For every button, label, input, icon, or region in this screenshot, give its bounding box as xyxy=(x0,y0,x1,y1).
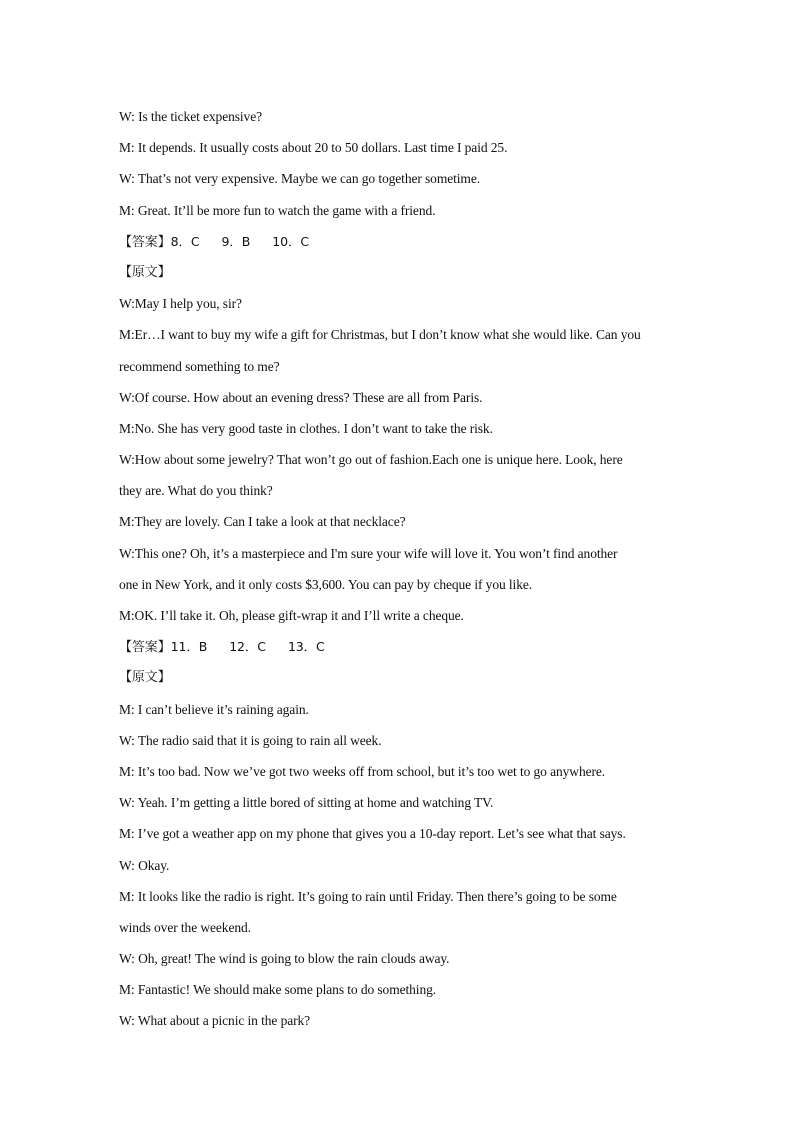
dialogue-line: M:They are lovely. Can I take a look at that necklace? xyxy=(119,514,406,530)
answer-value: 11．B xyxy=(170,639,208,655)
answer-value: 10．C xyxy=(272,233,309,249)
answer-value: 12．C xyxy=(229,639,266,655)
answer-line xyxy=(119,226,679,257)
dialogue-line: one in New York, and it only costs $3,600. You can pay by cheque if you like. xyxy=(119,576,533,592)
answer-label: 【答案】 xyxy=(119,640,171,656)
dialogue-line: recommend something to me? xyxy=(119,358,280,374)
answer-value: 9．B xyxy=(221,233,251,249)
dialogue-line: M: Great. It’ll be more fun to watch the game with a friend. xyxy=(119,202,436,218)
dialogue-line: winds over the weekend. xyxy=(119,919,251,935)
dialogue-line: W:Of course. How about an evening dress? These are all from Paris. xyxy=(119,389,483,405)
answer-line xyxy=(119,631,679,662)
answer-value: 8．C xyxy=(170,233,200,249)
answer-value: 13．C xyxy=(287,639,325,655)
dialogue-line: M: It’s too bad. Now we’ve got two weeks off from school, but it’s too wet to go anywhere. xyxy=(119,763,606,779)
document-body xyxy=(119,101,679,1037)
dialogue-line: M: Fantastic! We should make some plans to do something. xyxy=(119,982,437,998)
answer-label: 【答案】 xyxy=(119,234,171,250)
dialogue-line: W:This one? Oh, it’s a masterpiece and I'm sure your wife will love it. You won’t find another xyxy=(119,545,618,561)
dialogue-line: M:No. She has very good taste in clothes. I don’t want to take the risk. xyxy=(119,420,493,436)
dialogue-line: M: It looks like the radio is right. It’s going to rain until Friday. Then there’s going to be some xyxy=(119,888,617,904)
dialogue-line: M:Er…I want to buy my wife a gift for Christmas, but I don’t know what she would like. Can you xyxy=(119,327,641,343)
dialogue-line: W: Yeah. I’m getting a little bored of sitting at home and watching TV. xyxy=(119,795,494,811)
answer-values xyxy=(171,639,325,654)
dialogue-line: W: That’s not very expensive. Maybe we can go together sometime. xyxy=(119,171,480,187)
dialogue-line: W: Okay. xyxy=(119,857,170,873)
dialogue-line: M: I’ve got a weather app on my phone that gives you a 10-day report. Let’s see what that says. xyxy=(119,826,626,842)
dialogue-line: W:May I help you, sir? xyxy=(119,296,242,312)
dialogue-line: they are. What do you think? xyxy=(119,483,273,499)
dialogue-line: W: Oh, great! The wind is going to blow the rain clouds away. xyxy=(119,951,450,967)
transcript-heading: 【原文】 xyxy=(119,670,171,686)
dialogue-line: W: Is the ticket expensive? xyxy=(119,109,262,124)
dialogue-line: W: The radio said that it is going to rain all week. xyxy=(119,732,382,748)
dialogue-line: M:OK. I’ll take it. Oh, please gift-wrap it and I’ll write a cheque. xyxy=(119,608,464,623)
dialogue-line: W:How about some jewelry? That won’t go out of fashion.Each one is unique here. Look, here xyxy=(119,452,623,468)
dialogue-line: M: It depends. It usually costs about 20 to 50 dollars. Last time I paid 25. xyxy=(119,140,508,156)
transcript-heading: 【原文】 xyxy=(119,264,171,280)
answer-values xyxy=(171,234,309,249)
dialogue-line: M: I can’t believe it’s raining again. xyxy=(119,701,309,717)
dialogue-line: W: What about a picnic in the park? xyxy=(119,1013,311,1029)
